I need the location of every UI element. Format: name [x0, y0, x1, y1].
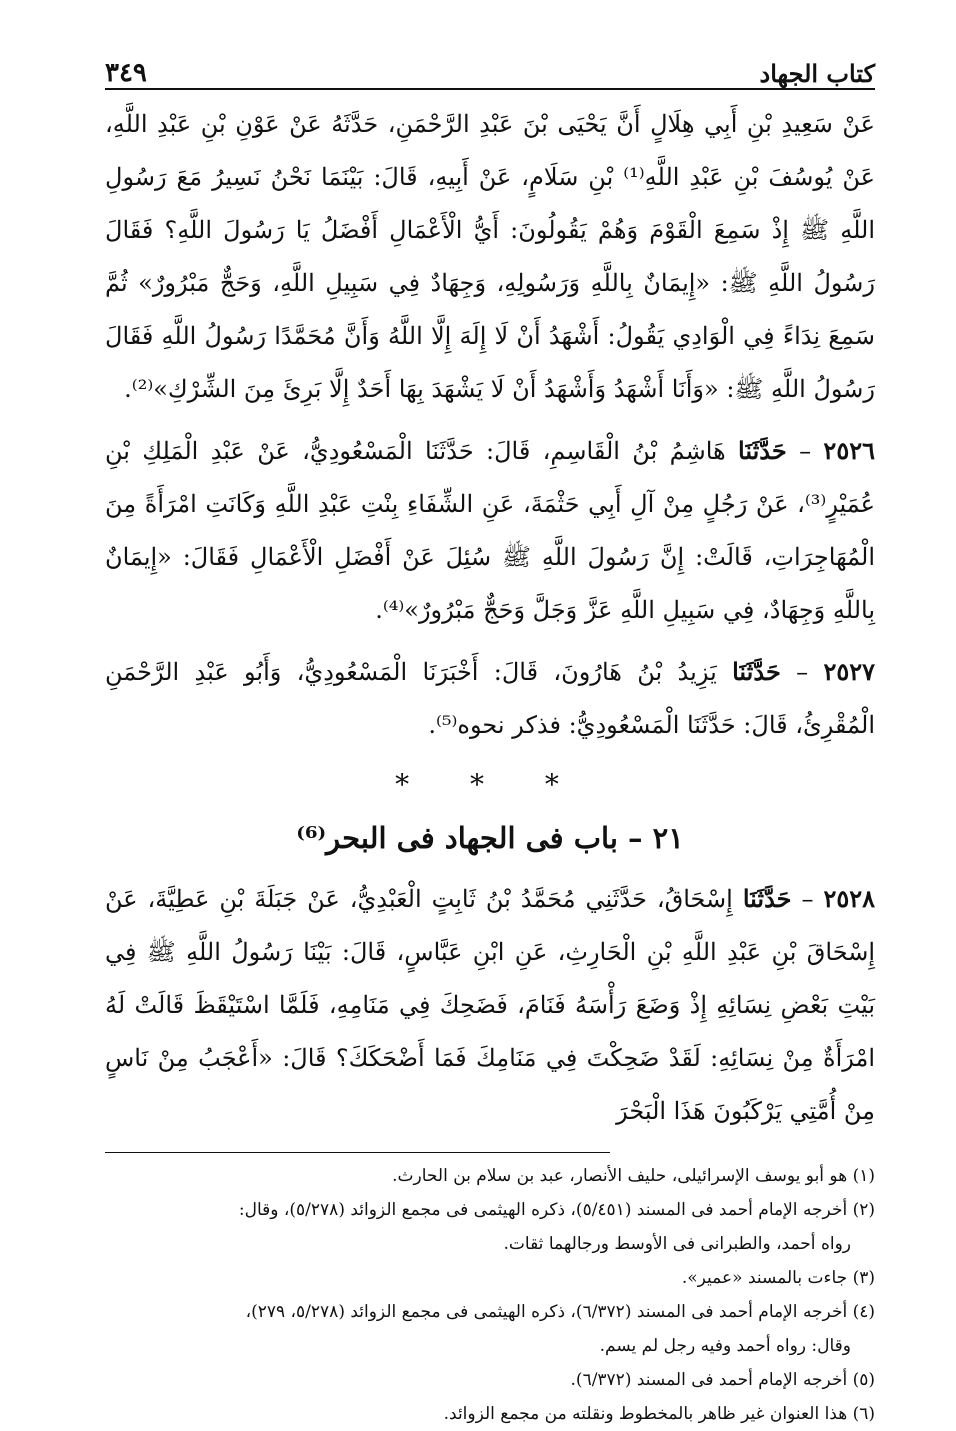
chapter-heading: ٢١ – باب فى الجهاد فى البحر⁽⁶⁾	[296, 821, 684, 855]
book-page	[105, 40, 875, 1431]
hadith-2528: ٢٥٢٨ – حَدَّثَنَا إِسْحَاقُ، حَدَّثَنِي مُحَمَّدُ بْنُ ثَابِتٍ الْعَبْدِيُّ، عَنْ جَبَلَةَ بْنِ عَطِيَّةَ، عَنْ إِسْحَاقَ بْنِ عَبْدِ اللَّهِ بْنِ الْحَارِثِ، عَنِ ابْنِ عَبَّاسٍ، قَالَ: بَيْنَا رَسُولُ اللَّهِ ﷺ فِي بَيْتِ بَعْضِ نِسَائِهِ إِذْ وَضَعَ رَأْسَهُ فَنَامَ، فَضَحِكَ فِي مَنَامِهِ، فَلَمَّا اسْتَيْقَظَ قَالَتْ لَهُ امْرَأَةٌ مِنْ نِسَائِهِ: لَقَدْ ضَحِكْتَ فِي مَنَامِكَ فَمَا أَضْحَكَكَ؟ قَالَ: «أَعْجَبُ مِنْ نَاسٍ مِنْ أُمَّتِي يَرْكَبُونَ هَذَا الْبَحْرَ	[105, 884, 876, 1125]
hadith-number: ٢٥٢٧	[823, 657, 876, 686]
footnote-text: (١) هو أبو يوسف الإسرائيلى، حليف الأنصار، عبد بن سلام بن الحارث.	[392, 1166, 875, 1186]
footnote	[105, 1397, 875, 1431]
hadith-2526: ٢٥٢٦ – حَدَّثَنَا هَاشِمُ بْنُ الْقَاسِمِ، قَالَ: حَدَّثَنَا الْمَسْعُودِيُّ، عَنْ عَبْدِ الْمَلِكِ بْنِ عُمَيْرٍ⁽³⁾، عَنْ رَجُلٍ مِنْ آلِ أَبِي حَثْمَةَ، عَنِ الشِّفَاءِ بِنْتِ عَبْدِ اللَّهِ وَكَانَتِ امْرَأَةً مِنَ الْمُهَاجِرَاتِ، قَالَتْ: إِنَّ رَسُولَ اللَّهِ ﷺ سُئِلَ عَنْ أَفْضَلِ الْأَعْمَالِ فَقَالَ: «إِيمَانٌ بِاللَّهِ وَجِهَادٌ، فِي سَبِيلِ اللَّهِ عَزَّ وَجَلَّ وَحَجٌّ مَبْرُورٌ»⁽⁴⁾.	[105, 436, 875, 624]
footnote	[105, 1193, 875, 1261]
hadith-text: يَزِيدُ بْنُ هَارُونَ، قَالَ: أَخْبَرَنَا الْمَسْعُودِيُّ، وَأَبُو عَبْدِ الرَّحْمَنِ الْمُقْرِئُ، قَالَ: حَدَّثَنَا الْمَسْعُودِيُّ: فذكر نحوه⁽⁵⁾.	[105, 658, 875, 739]
section-separator: * * *	[395, 768, 585, 801]
footnote-text: (٢) أخرجه الإمام أحمد فى المسند (٥/٤٥١)، ذكره الهيثمى فى مجمع الزوائد (٥/٢٧٨)، وقال:	[238, 1200, 875, 1220]
footnote-continuation: وقال: رواه أحمد وفيه رجل لم يسم.	[599, 1336, 851, 1356]
running-header	[105, 40, 875, 90]
page-number: ٣٤٩	[105, 58, 147, 88]
footnote-text: (٣) جاءت بالمسند «عمير».	[681, 1268, 875, 1288]
hadith-number: ٢٥٢٦	[823, 436, 875, 465]
footnote-divider	[105, 1152, 610, 1153]
hadith-text: هَاشِمُ بْنُ الْقَاسِمِ، قَالَ: حَدَّثَنَا الْمَسْعُودِيُّ، عَنْ عَبْدِ الْمَلِكِ بْنِ عُمَيْرٍ⁽³⁾، عَنْ رَجُلٍ مِنْ آلِ أَبِي حَثْمَةَ، عَنِ الشِّفَاءِ بِنْتِ عَبْدِ اللَّهِ وَكَانَتِ امْرَأَةً مِنَ الْمُهَاجِرَاتِ، قَالَتْ: إِنَّ رَسُولَ اللَّهِ ﷺ سُئِلَ عَنْ أَفْضَلِ الْأَعْمَالِ فَقَالَ: «إِيمَانٌ بِاللَّهِ وَجِهَادٌ، فِي سَبِيلِ اللَّهِ عَزَّ وَجَلَّ وَحَجٌّ مَبْرُورٌ»⁽⁴⁾.	[105, 437, 875, 624]
footnote	[105, 1261, 875, 1295]
hadith-lead: حَدَّثَنَا	[738, 436, 787, 465]
hadith-text: إِسْحَاقُ، حَدَّثَنِي مُحَمَّدُ بْنُ ثَابِتٍ الْعَبْدِيُّ، عَنْ جَبَلَةَ بْنِ عَطِيَّةَ، عَنْ إِسْحَاقَ بْنِ عَبْدِ اللَّهِ بْنِ الْحَارِثِ، عَنِ ابْنِ عَبَّاسٍ، قَالَ: بَيْنَا رَسُولُ اللَّهِ ﷺ فِي بَيْتِ بَعْضِ نِسَائِهِ إِذْ وَضَعَ رَأْسَهُ فَنَامَ، فَضَحِكَ فِي مَنَامِهِ، فَلَمَّا اسْتَيْقَظَ قَالَتْ لَهُ امْرَأَةٌ مِنْ نِسَائِهِ: لَقَدْ ضَحِكْتَ فِي مَنَامِكَ فَمَا أَضْحَكَكَ؟ قَالَ: «أَعْجَبُ مِنْ نَاسٍ مِنْ أُمَّتِي يَرْكَبُونَ هَذَا الْبَحْرَ	[105, 885, 876, 1125]
hadith-2527: ٢٥٢٧ – حَدَّثَنَا يَزِيدُ بْنُ هَارُونَ، قَالَ: أَخْبَرَنَا الْمَسْعُودِيُّ، وَأَبُو عَبْدِ الرَّحْمَنِ الْمُقْرِئُ، قَالَ: حَدَّثَنَا الْمَسْعُودِيُّ: فذكر نحوه⁽⁵⁾.	[105, 657, 876, 739]
hadith-lead: حَدَّثَنَا	[732, 657, 781, 686]
footnote-continuation: رواه أحمد، والطبرانى فى الأوسط ورجالهما ثقات.	[503, 1234, 851, 1254]
hadith-number: ٢٥٢٨	[823, 884, 876, 913]
footnote	[105, 1363, 875, 1397]
chapter-title: كتاب الجهاد	[759, 59, 875, 88]
main-text	[105, 98, 875, 1138]
paragraph-text: عَنْ سَعِيدِ بْنِ أَبِي هِلَالٍ أَنَّ يَحْيَى بْنَ عَبْدِ الرَّحْمَنِ، حَدَّثَهُ عَنْ عَوْنِ بْنِ عَبْدِ اللَّهِ، عَنْ يُوسُفَ بْنِ عَبْدِ اللَّهِ⁽¹⁾ بْنِ سَلَامٍ، عَنْ أَبِيهِ، قَالَ: بَيْنَمَا نَحْنُ نَسِيرُ مَعَ رَسُولِ اللَّهِ ﷺ إِذْ سَمِعَ الْقَوْمَ وَهُمْ يَقُولُونَ: أَيُّ الْأَعْمَالِ أَفْضَلُ يَا رَسُولَ اللَّهِ؟ فَقَالَ رَسُولُ اللَّهِ ﷺ: «إِيمَانٌ بِاللَّهِ وَرَسُولِهِ، وَجِهَادٌ فِي سَبِيلِ اللَّهِ، وَحَجٌّ مَبْرُورٌ» ثُمَّ سَمِعَ نِدَاءً فِي الْوَادِي يَقُولُ: أَشْهَدُ أَنْ لَا إِلَهَ إِلَّا اللَّهُ وَأَنَّ مُحَمَّدًا رَسُولُ اللَّهِ فَقَالَ رَسُولُ اللَّهِ ﷺ: «وَأَنَا أَشْهَدُ وَأَشْهَدُ أَنْ لَا يَشْهَدَ بِهَا أَحَدٌ إِلَّا بَرِئَ مِنَ الشِّرْكِ»⁽²⁾.	[105, 110, 875, 403]
hadith-lead: حَدَّثَنَا	[742, 884, 792, 913]
footnote	[105, 1295, 875, 1363]
footnotes	[105, 1159, 875, 1431]
footnote-text: (٦) هذا العنوان غير ظاهر بالمخطوط ونقلته من مجمع الزوائد.	[443, 1404, 875, 1424]
footnote	[105, 1159, 875, 1193]
paragraph	[105, 98, 875, 416]
footnote-text: (٥) أخرجه الإمام أحمد فى المسند (٦/٣٧٢).	[570, 1370, 875, 1390]
footnote-text: (٤) أخرجه الإمام أحمد فى المسند (٦/٣٧٢)، ذكره الهيثمى فى مجمع الزوائد (٥/٢٧٨، ٢٧٩)،	[245, 1302, 875, 1322]
